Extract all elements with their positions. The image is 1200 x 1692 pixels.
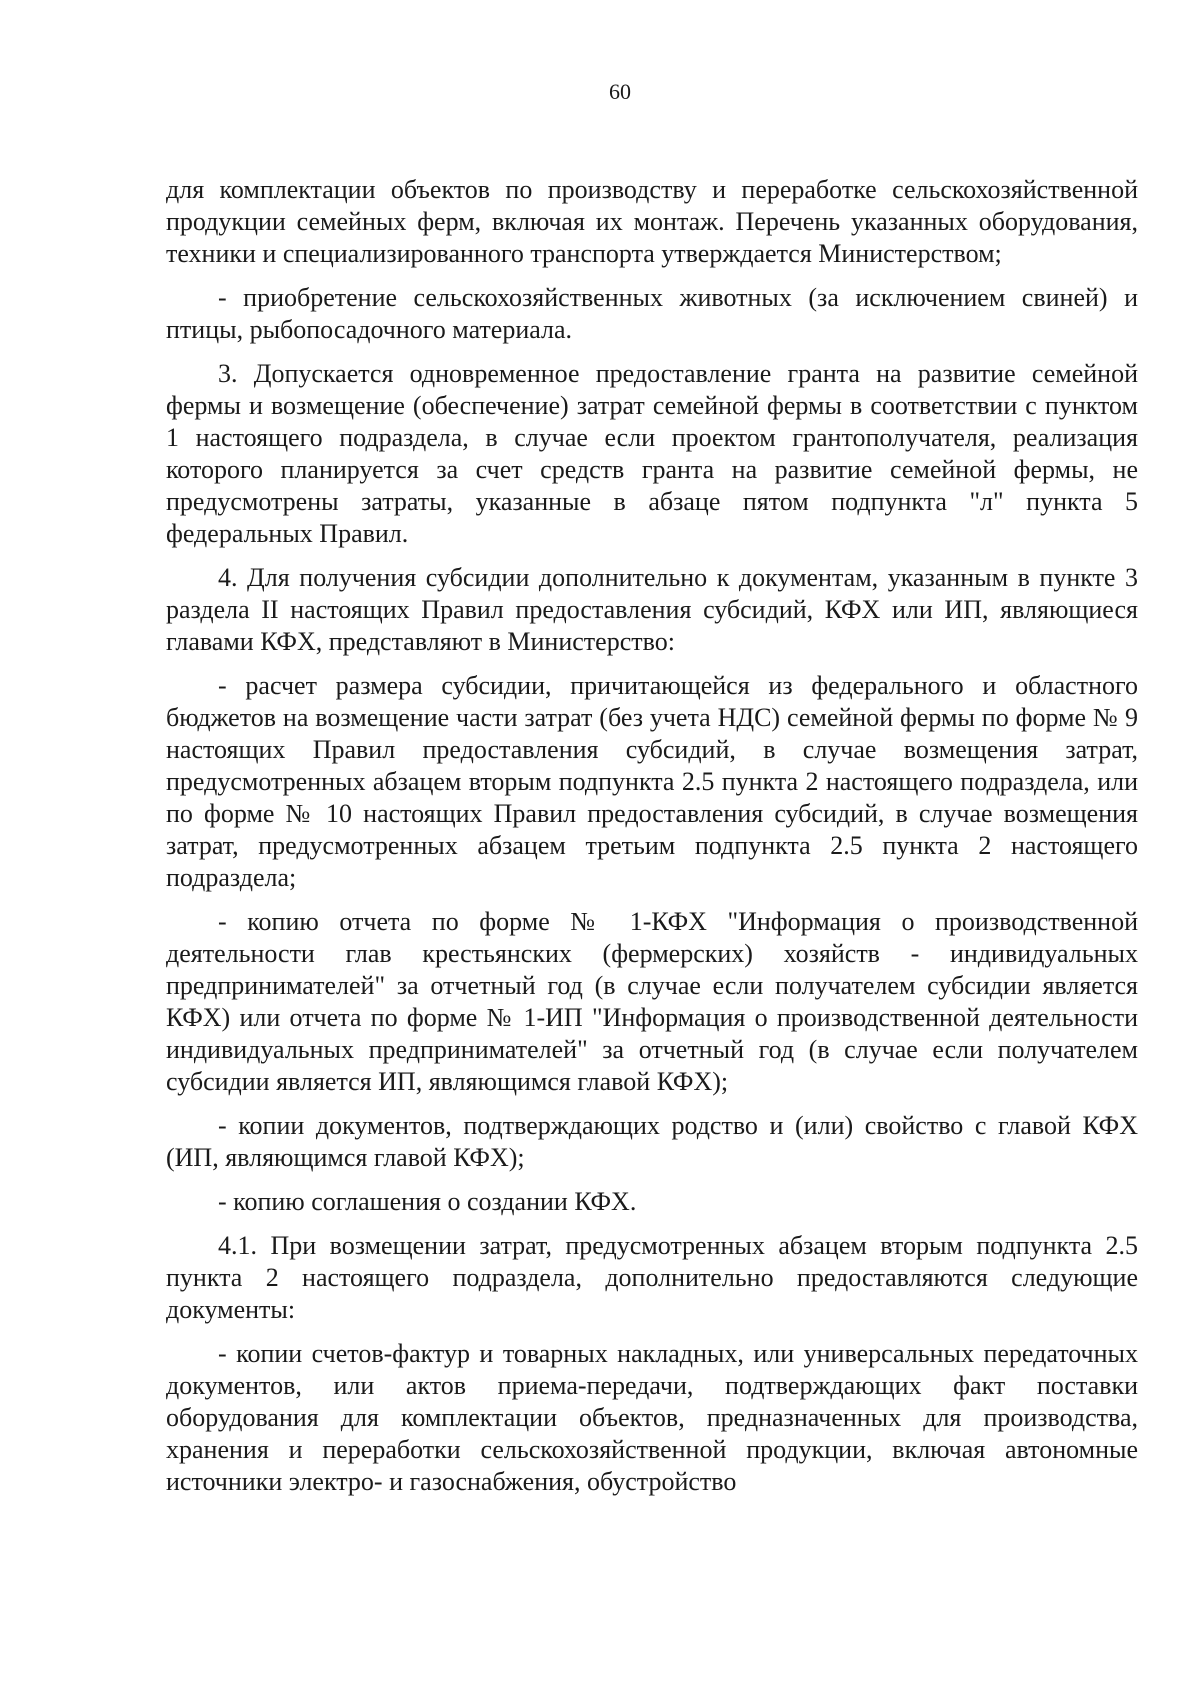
paragraph-4: 4. Для получения субсидии дополнительно к документам, указанным в пункте 3 раздела II настоящих Правил предоставления субсидий, КФХ или ИП, являющиеся главами КФХ, представляют в Министерство: [166, 563, 1138, 656]
paragraph-10: - копии счетов-фактур и товарных накладных, или универсальных передаточных документов, или актов приема-передачи, подтверждающих факт поставки оборудования для комплектации объектов, предназначенных для производства, хранения и переработки сельскохозяйственной продукции, включая автономные источники электро- и газоснабжения, обустройство [166, 1339, 1138, 1496]
document-body [166, 174, 1138, 1510]
paragraph-5: - расчет размера субсидии, причитающейся из федерального и областного бюджетов на возмещение части затрат (без учета НДС) семейной фермы по форме № 9 настоящих Правил предоставления субсидий, в случае возмещения затрат, предусмотренных абзацем вторым подпункта 2.5 пункта 2 настоящего подраздела, или по форме № 10 настоящих Правил предоставления субсидий, в случае возмещения затрат, предусмотренных абзацем третьим подпункта 2.5 пункта 2 настоящего подраздела; [166, 671, 1138, 892]
page-number: 60 [609, 79, 631, 104]
paragraph-1: для комплектации объектов по производству и переработке сельскохозяйственной продукции семейных ферм, включая их монтаж. Перечень указанных оборудования, техники и специализированного транспорта утверждается Министерством; [166, 175, 1138, 268]
paragraph-7: - копии документов, подтверждающих родство и (или) свойство с главой КФХ (ИП, являющимся главой КФХ); [166, 1111, 1138, 1172]
paragraph-2: - приобретение сельскохозяйственных животных (за исключением свиней) и птицы, рыбопосадочного материала. [166, 283, 1138, 344]
paragraph-9: 4.1. При возмещении затрат, предусмотренных абзацем вторым подпункта 2.5 пункта 2 настоящего подраздела, дополнительно предоставляются следующие документы: [166, 1231, 1138, 1324]
paragraph-8: - копию соглашения о создании КФХ. [218, 1187, 637, 1216]
paragraph-6: - копию отчета по форме № 1-КФХ "Информация о производственной деятельности глав крестьянских (фермерских) хозяйств - индивидуальных предпринимателей" за отчетный год (в случае если получателем субсидии является КФХ) или отчета по форме № 1-ИП "Информация о производственной деятельности индивидуальных предпринимателей" за отчетный год (в случае если получателем субсидии является ИП, являющимся главой КФХ); [166, 907, 1138, 1096]
paragraph-3: 3. Допускается одновременное предоставление гранта на развитие семейной фермы и возмещение (обеспечение) затрат семейной фермы в соответствии с пунктом 1 настоящего подраздела, в случае если проектом грантополучателя, реализация которого планируется за счет средств гранта на развитие семейной фермы, не предусмотрены затраты, указанные в абзаце пятом подпункта "л" пункта 5 федеральных Правил. [166, 359, 1138, 548]
